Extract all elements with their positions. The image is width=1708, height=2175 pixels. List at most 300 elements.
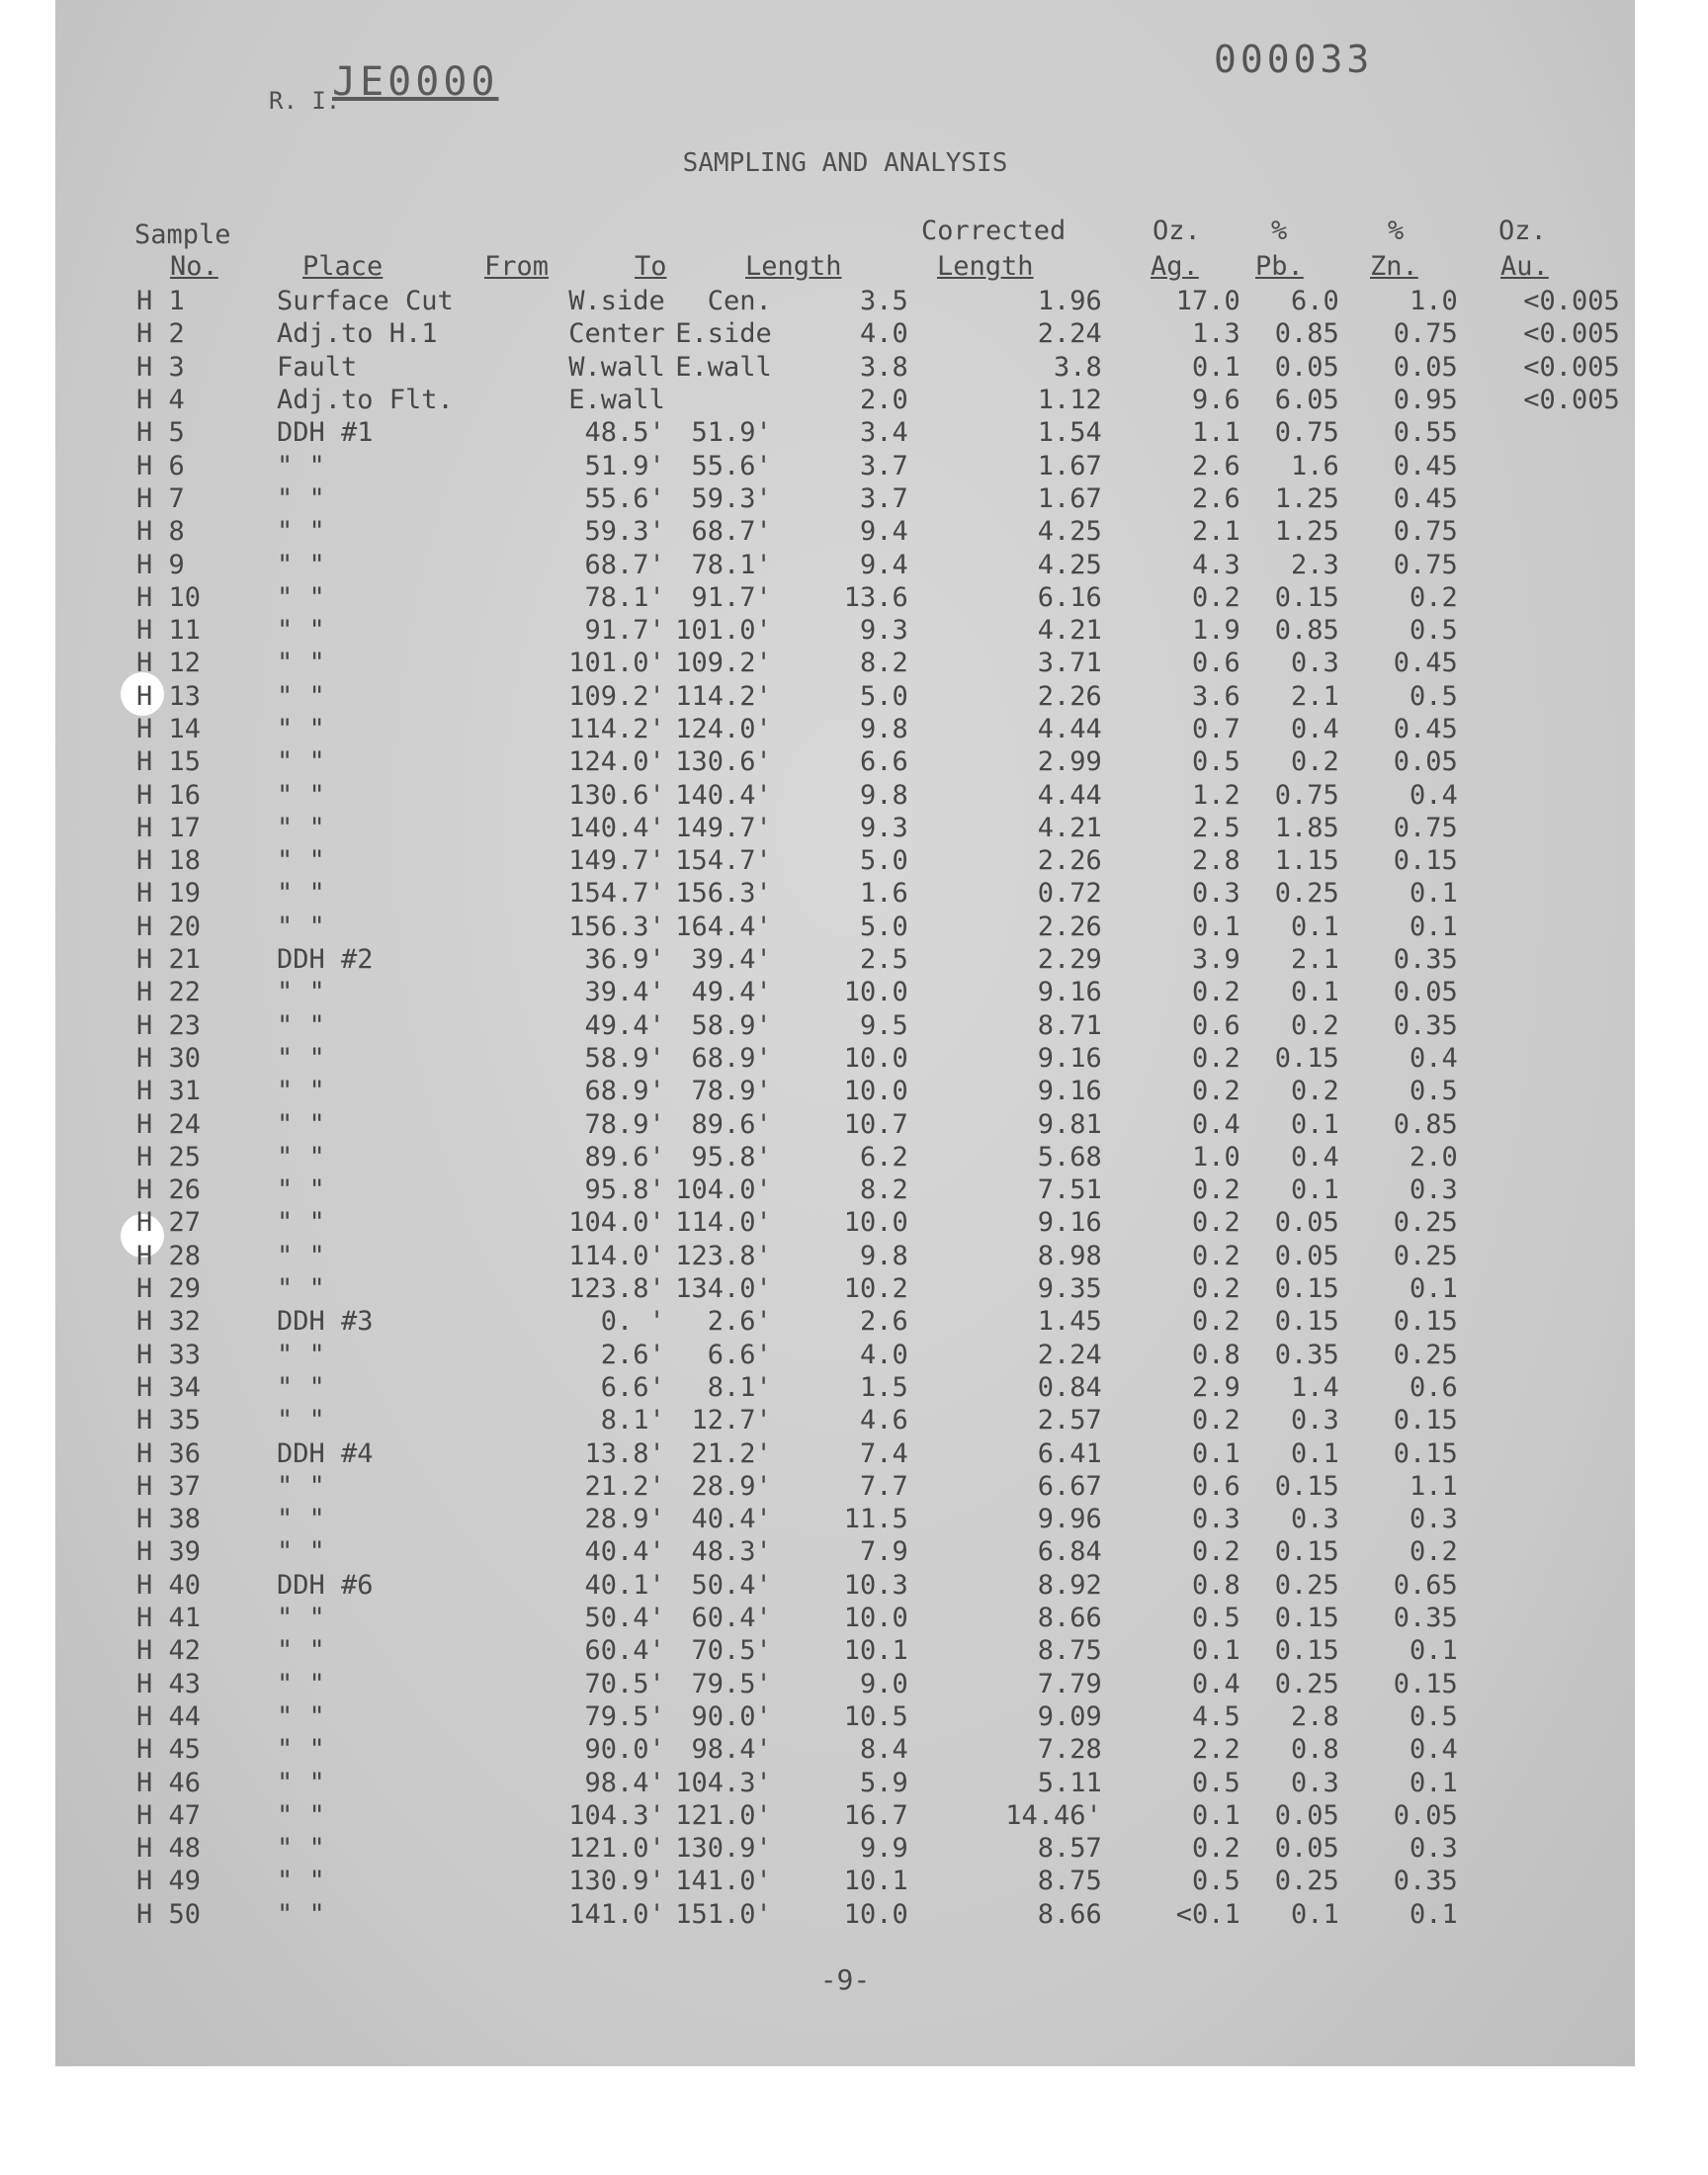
sample-number: H 1	[136, 286, 185, 317]
sample-ag: 0.1	[1192, 351, 1240, 383]
sample-corrected-length: 9.96	[1037, 1504, 1102, 1535]
sample-zn: 0.75	[1393, 318, 1458, 350]
sample-zn: 0.65	[1393, 1569, 1458, 1601]
sample-au	[1458, 1865, 1620, 1897]
sample-corrected-length: 9.16	[1037, 1042, 1102, 1074]
sample-length: 9.0	[860, 1668, 908, 1699]
sample-number: H 21	[136, 944, 202, 976]
sample-pb: 0.05	[1274, 1207, 1339, 1239]
row-margin	[55, 1569, 136, 1602]
sample-number: H 29	[136, 1273, 202, 1305]
table-row	[55, 1569, 1620, 1602]
table-row	[55, 317, 1620, 350]
sample-number: H 12	[136, 648, 202, 679]
sample-place: " "	[277, 977, 325, 1008]
row-margin	[55, 351, 136, 384]
sample-ag: 0.2	[1192, 1042, 1240, 1074]
sample-pb: 0.25	[1274, 878, 1339, 910]
row-margin	[55, 1602, 136, 1634]
sample-au	[1458, 614, 1620, 647]
row-margin	[55, 1075, 136, 1107]
sample-au	[1458, 1700, 1620, 1733]
sample-ag: 0.8	[1192, 1569, 1240, 1601]
sample-to: 164.4'	[675, 911, 772, 942]
sample-from: 141.0'	[568, 1898, 665, 1930]
row-margin	[55, 1865, 136, 1897]
sample-ag: 0.6	[1192, 1009, 1240, 1041]
sample-au	[1458, 1667, 1620, 1699]
sample-au	[1458, 1766, 1620, 1798]
sample-to: 68.9'	[691, 1042, 772, 1074]
sample-to: 154.7'	[675, 845, 772, 877]
sample-pb: 0.25	[1274, 1569, 1339, 1601]
sample-place: DDH #6	[277, 1569, 374, 1601]
sample-to: 141.0'	[675, 1866, 772, 1897]
sample-au	[1458, 416, 1620, 449]
row-margin	[55, 647, 136, 679]
sample-to: 109.2'	[675, 648, 772, 679]
sample-place: DDH #4	[277, 1437, 374, 1469]
row-margin	[55, 1305, 136, 1338]
sample-ag: 0.2	[1192, 977, 1240, 1008]
sample-from: 13.8'	[584, 1437, 665, 1469]
sample-length: 9.4	[860, 549, 908, 580]
sample-to: 101.0'	[675, 615, 772, 647]
sample-to: 104.3'	[675, 1767, 772, 1798]
sample-place: " "	[277, 615, 325, 647]
sample-place: " "	[277, 714, 325, 744]
sample-number: H 33	[136, 1339, 202, 1370]
sample-au	[1458, 1436, 1620, 1469]
sample-pb: 0.1	[1291, 1437, 1339, 1469]
sample-to: 134.0'	[675, 1273, 772, 1305]
sample-zn: 0.35	[1393, 1009, 1458, 1041]
sample-number: H 20	[136, 911, 202, 942]
sample-number: H 26	[136, 1174, 202, 1206]
sample-pb: 1.25	[1274, 516, 1339, 548]
sample-length: 9.8	[860, 714, 908, 744]
sample-corrected-length: 6.84	[1037, 1536, 1102, 1568]
sample-length: 16.7	[843, 1799, 908, 1831]
table-row	[55, 1042, 1620, 1075]
sample-pb: 0.3	[1291, 1405, 1339, 1436]
sample-length: 10.5	[843, 1700, 908, 1732]
sample-zn: 0.1	[1409, 911, 1458, 942]
row-margin	[55, 384, 136, 416]
sample-place: " "	[277, 1898, 325, 1930]
row-margin	[55, 1404, 136, 1436]
sample-zn: 0.3	[1409, 1174, 1458, 1206]
sample-zn: 0.4	[1409, 1734, 1458, 1766]
sample-zn: 0.5	[1409, 1076, 1458, 1107]
sample-from: 98.4'	[584, 1767, 665, 1798]
sample-ag: 17.0	[1175, 286, 1240, 317]
sample-ag: 2.5	[1192, 812, 1240, 843]
sample-corrected-length: 2.26	[1037, 680, 1102, 712]
sample-length: 1.5	[860, 1371, 908, 1403]
row-margin	[55, 1733, 136, 1766]
sample-corrected-length: 6.16	[1037, 581, 1102, 613]
row-margin	[55, 1700, 136, 1733]
sample-place: DDH #3	[277, 1306, 374, 1338]
sample-length: 9.8	[860, 779, 908, 811]
sample-place: " "	[277, 1734, 325, 1766]
sample-au	[1458, 1832, 1620, 1865]
sample-pb: 0.05	[1274, 1799, 1339, 1831]
sample-ag: 0.2	[1192, 1240, 1240, 1271]
sample-number: H 36	[136, 1437, 202, 1469]
sample-pb: 0.05	[1274, 1240, 1339, 1271]
sample-ag: 0.1	[1192, 1799, 1240, 1831]
table-body	[55, 285, 1620, 1931]
sample-length: 10.0	[843, 1042, 908, 1074]
table-row	[55, 1305, 1620, 1338]
table-row	[55, 449, 1620, 481]
sample-place: " "	[277, 1767, 325, 1798]
sample-from: 36.9'	[584, 944, 665, 976]
sample-number: H 41	[136, 1603, 202, 1634]
sample-zn: 0.75	[1393, 812, 1458, 843]
row-margin	[55, 745, 136, 778]
row-margin	[55, 1470, 136, 1503]
sample-place: " "	[277, 1700, 325, 1732]
table-row	[55, 1898, 1620, 1931]
sample-length: 7.7	[860, 1470, 908, 1502]
sample-length: 4.0	[860, 1339, 908, 1370]
sample-from: 28.9'	[584, 1504, 665, 1535]
sample-from: 130.9'	[568, 1866, 665, 1897]
sample-ag: 1.3	[1192, 318, 1240, 350]
sample-number: H 7	[136, 482, 185, 514]
sample-corrected-length: 0.84	[1037, 1371, 1102, 1403]
sample-place: " "	[277, 1141, 325, 1173]
sample-au	[1458, 1404, 1620, 1436]
table-row	[55, 1371, 1620, 1404]
sample-au	[1458, 1569, 1620, 1602]
sample-length: 2.6	[860, 1306, 908, 1338]
sample-place: " "	[277, 779, 325, 811]
sample-corrected-length: 8.75	[1037, 1635, 1102, 1667]
row-margin	[55, 911, 136, 943]
sample-corrected-length: 5.11	[1037, 1767, 1102, 1798]
sample-ag: 0.5	[1192, 1603, 1240, 1634]
sample-ag: 0.7	[1192, 714, 1240, 744]
sample-to: 149.7'	[675, 812, 772, 843]
sample-corrected-length: 4.25	[1037, 549, 1102, 580]
sample-ag: 4.5	[1192, 1700, 1240, 1732]
sample-ag: 0.1	[1192, 1635, 1240, 1667]
sample-to: 55.6'	[691, 450, 772, 481]
sample-from: 79.5'	[584, 1700, 665, 1732]
sample-length: 2.0	[860, 385, 908, 416]
sample-from: 59.3'	[584, 516, 665, 548]
sample-au	[1458, 1339, 1620, 1371]
sample-number: H 35	[136, 1405, 202, 1436]
sample-from: 78.9'	[584, 1108, 665, 1140]
sample-ag: <0.1	[1175, 1898, 1240, 1930]
sample-zn: 0.5	[1409, 615, 1458, 647]
sample-zn: 1.1	[1409, 1470, 1458, 1502]
sample-corrected-length: 1.67	[1037, 482, 1102, 514]
sample-corrected-length: 4.21	[1037, 615, 1102, 647]
table-row	[55, 1107, 1620, 1140]
sample-place: Adj.to Flt.	[277, 385, 454, 416]
sample-place: DDH #1	[277, 417, 374, 449]
sample-place: Surface Cut	[277, 286, 454, 317]
sample-au	[1458, 680, 1620, 713]
sample-pb: 0.85	[1274, 318, 1339, 350]
sample-ag: 0.1	[1192, 1437, 1240, 1469]
sample-au	[1458, 1503, 1620, 1535]
sample-to: 2.6'	[707, 1306, 772, 1338]
sample-to: 121.0'	[675, 1799, 772, 1831]
sample-au	[1458, 1535, 1620, 1568]
sample-ag: 0.1	[1192, 911, 1240, 942]
sample-to: 91.7'	[691, 581, 772, 613]
sample-place: " "	[277, 581, 325, 613]
sample-zn: 0.1	[1409, 1273, 1458, 1305]
sample-au	[1458, 581, 1620, 614]
sample-au	[1458, 1141, 1620, 1174]
table-row	[55, 1141, 1620, 1174]
sample-to: 114.0'	[675, 1207, 772, 1239]
table-row	[55, 1865, 1620, 1897]
page-title: SAMPLING AND ANALYSIS	[682, 148, 1008, 178]
sample-from: 48.5'	[584, 417, 665, 449]
table-row	[55, 1503, 1620, 1535]
sample-pb: 1.4	[1291, 1371, 1339, 1403]
sample-to: Cen.	[707, 286, 772, 317]
sample-to: 39.4'	[691, 944, 772, 976]
sample-zn: 0.4	[1409, 1042, 1458, 1074]
sample-au	[1458, 1799, 1620, 1832]
sample-ag: 2.8	[1192, 845, 1240, 877]
sample-length: 3.7	[860, 450, 908, 481]
sample-number: H 10	[136, 581, 202, 613]
sample-au	[1458, 1602, 1620, 1634]
sample-pb: 0.75	[1274, 417, 1339, 449]
sample-ag: 0.3	[1192, 878, 1240, 910]
sample-corrected-length: 9.09	[1037, 1700, 1102, 1732]
sample-from: 101.0'	[568, 648, 665, 679]
sample-number: H 25	[136, 1141, 202, 1173]
table-row	[55, 1075, 1620, 1107]
sample-pb: 0.15	[1274, 1536, 1339, 1568]
sample-length: 10.7	[843, 1108, 908, 1140]
sample-corrected-length: 2.26	[1037, 911, 1102, 942]
row-margin	[55, 317, 136, 350]
sample-to: 70.5'	[691, 1635, 772, 1667]
sample-length: 5.9	[860, 1767, 908, 1798]
sample-number: H 22	[136, 977, 202, 1008]
sample-place: " "	[277, 1799, 325, 1831]
sample-zn: 0.05	[1393, 351, 1458, 383]
sample-to: 140.4'	[675, 779, 772, 811]
table-row	[55, 713, 1620, 745]
sample-pb: 2.1	[1291, 680, 1339, 712]
sample-from: 114.2'	[568, 714, 665, 744]
sample-to: 60.4'	[691, 1603, 772, 1634]
sample-ag: 2.2	[1192, 1734, 1240, 1766]
report-number: JE0000	[332, 59, 499, 105]
sample-au	[1458, 1206, 1620, 1239]
sample-place: " "	[277, 450, 325, 481]
sample-ag: 0.2	[1192, 581, 1240, 613]
sample-ag: 0.2	[1192, 1174, 1240, 1206]
sample-to: 79.5'	[691, 1668, 772, 1699]
sample-from: 90.0'	[584, 1734, 665, 1766]
sample-pb: 0.35	[1274, 1339, 1339, 1370]
sample-number: H 46	[136, 1767, 202, 1798]
sample-place: " "	[277, 1174, 325, 1206]
sample-zn: 0.05	[1393, 746, 1458, 778]
sample-ag: 0.5	[1192, 746, 1240, 778]
sample-place: " "	[277, 845, 325, 877]
sample-length: 10.0	[843, 1207, 908, 1239]
sample-pb: 0.15	[1274, 1470, 1339, 1502]
sample-number: H 9	[136, 549, 185, 580]
sample-au	[1458, 1305, 1620, 1338]
sample-to: 68.7'	[691, 516, 772, 548]
sample-length: 10.1	[843, 1635, 908, 1667]
sample-length: 4.6	[860, 1405, 908, 1436]
sample-length: 10.3	[843, 1569, 908, 1601]
sample-number: H 40	[136, 1569, 202, 1601]
table-row	[55, 1634, 1620, 1667]
sample-pb: 2.1	[1291, 944, 1339, 976]
sample-pb: 2.8	[1291, 1700, 1339, 1732]
sample-from: Center	[568, 318, 665, 350]
sample-corrected-length: 9.81	[1037, 1108, 1102, 1140]
sample-number: H 34	[136, 1371, 202, 1403]
sample-from: W.wall	[568, 351, 665, 383]
header-place: Place	[302, 251, 384, 282]
sample-au	[1458, 647, 1620, 679]
sample-length: 10.2	[843, 1273, 908, 1305]
sample-corrected-length: 1.67	[1037, 450, 1102, 481]
sampling-table	[55, 285, 1620, 1931]
row-margin	[55, 515, 136, 548]
sample-corrected-length: 2.29	[1037, 944, 1102, 976]
row-margin	[55, 1141, 136, 1174]
sample-ag: 0.4	[1192, 1668, 1240, 1699]
table-row	[55, 680, 1620, 713]
sample-place: " "	[277, 746, 325, 778]
sample-au	[1458, 482, 1620, 515]
sample-corrected-length: 8.57	[1037, 1833, 1102, 1865]
sample-ag: 0.2	[1192, 1306, 1240, 1338]
sample-zn: 0.15	[1393, 845, 1458, 877]
row-margin	[55, 1174, 136, 1206]
sample-zn: 0.2	[1409, 1536, 1458, 1568]
sample-zn: 0.3	[1409, 1833, 1458, 1865]
sample-from: 109.2'	[568, 680, 665, 712]
sample-number: H 43	[136, 1668, 202, 1699]
sample-from: 70.5'	[584, 1668, 665, 1699]
sample-corrected-length: 6.41	[1037, 1437, 1102, 1469]
sample-length: 13.6	[843, 581, 908, 613]
sample-zn: 0.5	[1409, 1700, 1458, 1732]
sample-length: 9.9	[860, 1833, 908, 1865]
sample-zn: 0.15	[1393, 1405, 1458, 1436]
header-pb: Pb.	[1255, 251, 1304, 282]
report-label: R. I.	[269, 87, 341, 115]
sample-pb: 0.15	[1274, 1306, 1339, 1338]
sample-length: 9.5	[860, 1009, 908, 1041]
sample-to: 51.9'	[691, 417, 772, 449]
sample-length: 2.5	[860, 944, 908, 976]
sample-zn: 0.35	[1393, 1866, 1458, 1897]
sample-pb: 0.75	[1274, 779, 1339, 811]
sample-from: 40.4'	[584, 1536, 665, 1568]
sample-number: H 45	[136, 1734, 202, 1766]
sample-au	[1458, 745, 1620, 778]
table-row	[55, 1799, 1620, 1832]
sample-place: " "	[277, 1076, 325, 1107]
sample-corrected-length: 8.71	[1037, 1009, 1102, 1041]
table-row	[55, 1174, 1620, 1206]
header-corrected-length: Length	[937, 251, 1034, 282]
sample-from: 154.7'	[568, 878, 665, 910]
sample-from: 121.0'	[568, 1833, 665, 1865]
sample-place: " "	[277, 878, 325, 910]
sample-corrected-length: 2.99	[1037, 746, 1102, 778]
sample-zn: 0.45	[1393, 714, 1458, 744]
sample-length: 8.2	[860, 648, 908, 679]
sample-ag: 0.5	[1192, 1866, 1240, 1897]
sample-pb: 0.15	[1274, 1603, 1339, 1634]
table-row	[55, 1470, 1620, 1503]
sample-au	[1458, 1042, 1620, 1075]
sample-pb: 0.05	[1274, 351, 1339, 383]
table-row	[55, 1339, 1620, 1371]
page-number: -9-	[819, 1963, 871, 1996]
sample-place: " "	[277, 516, 325, 548]
sample-length: 3.8	[860, 351, 908, 383]
sample-from: 104.0'	[568, 1207, 665, 1239]
table-row	[55, 1009, 1620, 1042]
header-ag-unit: Oz.	[1153, 216, 1201, 246]
header-sample: Sample	[134, 219, 231, 250]
sample-ag: 1.1	[1192, 417, 1240, 449]
sample-to: 151.0'	[675, 1898, 772, 1930]
sample-number: H 13	[136, 680, 202, 712]
row-margin	[55, 285, 136, 317]
sample-au: <0.005	[1523, 318, 1620, 350]
sample-length: 11.5	[843, 1504, 908, 1535]
sample-length: 9.8	[860, 1240, 908, 1271]
sample-number: H 38	[136, 1504, 202, 1535]
sample-place: " "	[277, 549, 325, 580]
sample-ag: 0.3	[1192, 1504, 1240, 1535]
sample-length: 7.4	[860, 1437, 908, 1469]
sample-corrected-length: 9.16	[1037, 977, 1102, 1008]
sample-length: 8.4	[860, 1734, 908, 1766]
sample-zn: 0.15	[1393, 1668, 1458, 1699]
sample-corrected-length: 9.35	[1037, 1273, 1102, 1305]
sample-number: H 14	[136, 714, 202, 744]
sample-zn: 0.25	[1393, 1339, 1458, 1370]
sample-pb: 0.1	[1291, 977, 1339, 1008]
sample-place: DDH #2	[277, 944, 374, 976]
sample-zn: 0.6	[1409, 1371, 1458, 1403]
sample-pb: 0.85	[1274, 615, 1339, 647]
sample-number: H 11	[136, 615, 202, 647]
row-margin	[55, 548, 136, 580]
sample-to: E.wall	[675, 351, 772, 383]
sample-place: " "	[277, 1504, 325, 1535]
sample-number: H 37	[136, 1470, 202, 1502]
